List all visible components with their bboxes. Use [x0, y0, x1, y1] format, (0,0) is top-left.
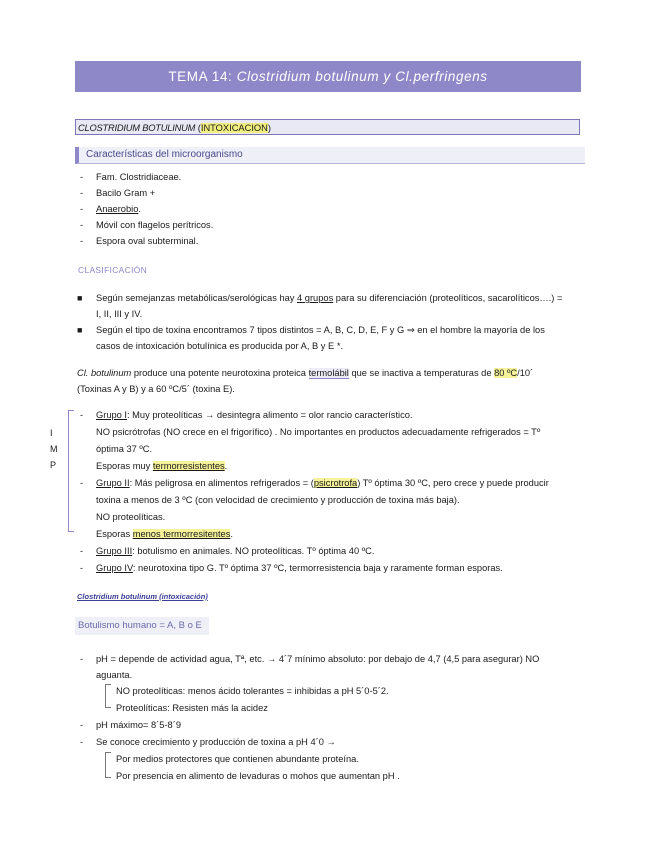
dash-marker: -	[80, 720, 84, 730]
dash-marker: -	[80, 478, 84, 488]
group3-line	[96, 546, 374, 556]
group3-label: Grupo III	[96, 546, 133, 556]
group2-line2: toxina a menos de 3 ºC (con velocidad de crecimiento y producción de toxina más baja).	[96, 495, 460, 505]
bullet-marker: ■	[77, 293, 83, 303]
ph-bracket	[105, 684, 111, 708]
ph-line1: pH = depende de actividad agua, Tª, etc. → 4´7 mínimo absoluto: por debajo de 4,7 (4,5 para asegurar) NO	[96, 654, 540, 664]
section-header-botulinum	[75, 119, 580, 135]
groups-bracket	[68, 410, 74, 532]
group4-line	[96, 563, 503, 573]
ph-sub1: NO proteolíticas: menos ácido tolerantes = inhibidas a pH 5´0-5´2.	[116, 686, 389, 696]
title-prefix: TEMA 14:	[168, 69, 237, 84]
group1-l4b: .	[224, 461, 228, 471]
para-termolabil: termolábil	[308, 368, 349, 378]
bullet1-b: para su diferenciación (proteolíticos, sacarolíticos….) =	[333, 293, 563, 303]
group2-psicrotrofa: psicrotrofa	[313, 478, 358, 488]
char-item: Fam. Clostridiaceae.	[96, 172, 182, 182]
char-item: Móvil con flagelos perítricos.	[96, 220, 214, 230]
group2-l4a: Esporas	[96, 529, 133, 539]
group2-line4	[96, 529, 233, 539]
group4-a: : neurotoxina tipo G. Tº óptima 37 ºC, termorresistencia baja y raramente forman esporas.	[132, 563, 503, 573]
imp-letter: P	[50, 460, 57, 470]
group2-a: : Más peligrosa en alimentos refrigerados = (	[129, 478, 314, 488]
dash-marker: -	[80, 737, 84, 747]
group1-line4	[96, 461, 227, 471]
section-header-italic: CLOSTRIDIUM BOTULINUM	[78, 123, 196, 133]
group1-termorresistentes: termorresistentes	[152, 461, 225, 471]
ph-bracket2	[105, 752, 111, 778]
group1-line1	[96, 410, 413, 420]
bullet1-a: Según semejanzas metabólicas/serológicas hay	[96, 293, 298, 303]
group1-l4a: Esporas muy	[96, 461, 153, 471]
subheader-characteristics: Características del microorganismo	[75, 147, 585, 164]
dash-marker: -	[80, 563, 84, 573]
group3-a: : botulismo en animales. NO proteolíticas. Tº óptima 40 ºC.	[132, 546, 375, 556]
dash-marker: -	[80, 188, 84, 198]
group2-label: Grupo II	[96, 478, 130, 488]
dash-marker: -	[80, 546, 84, 556]
section2-title: Clostridium botulinum (intoxicación)	[77, 592, 208, 601]
group2-line1	[96, 478, 549, 488]
dash-marker: -	[80, 204, 84, 214]
para-line2: (Toxinas A y B) y a 60 ºC/5´ (toxina E).	[77, 384, 235, 394]
para-80c: 80 ºC	[494, 368, 518, 378]
paren-close: )	[267, 123, 271, 133]
group1-label: Grupo I	[96, 410, 128, 420]
para-species: Cl. botulinum	[77, 368, 132, 378]
para-c: /10´	[517, 368, 534, 378]
char-item-anaerobio-text: Anaerobio	[96, 204, 139, 214]
group4-label: Grupo IV	[96, 563, 133, 573]
dash-marker: -	[80, 236, 84, 246]
char-item: Espora oval subterminal.	[96, 236, 199, 246]
ph-sub2: Proteolíticas: Resisten más la acidez	[116, 703, 268, 713]
subheader-botulismo-humano: Botulismo humano = A, B o E	[75, 617, 209, 635]
paren-open: (	[195, 123, 201, 133]
ph-sub4: Por presencia en alimento de levaduras o mohos que aumentan pH .	[116, 771, 400, 781]
group1-line3: óptima 37 ºC.	[96, 444, 153, 454]
dash-marker: -	[80, 654, 84, 664]
bullet2-line2: casos de intoxicación botulínica es producida por A, B y E *.	[96, 341, 344, 351]
bullet2-line1: Según el tipo de toxina encontramos 7 tipos distintos = A, B, C, D, E, F y G ⇒ en el hombre la mayoría de los	[96, 325, 545, 335]
bullet1-line2: I, II, III y IV.	[96, 309, 143, 319]
dash-marker: -	[80, 220, 84, 230]
group2-termorresitentes: menos termorresitentes	[132, 529, 231, 539]
bullet1-line1	[96, 293, 562, 303]
group2-b: ) Tº óptima 30 ºC, pero crece y puede producir	[357, 478, 549, 488]
ph-line2: aguanta.	[96, 670, 133, 680]
char-item-anaerobio: Anaerobio.	[96, 204, 141, 214]
group2-l4b: .	[230, 529, 233, 539]
ph-max: pH máximo= 8´5-8´9	[96, 720, 181, 730]
dash-marker: -	[80, 172, 84, 182]
para-b: que se inactiva a temperaturas de	[348, 368, 495, 378]
group1-a: : Muy proteolíticas → desintegra alimento = olor rancio característico.	[127, 410, 413, 420]
page-title	[75, 61, 581, 92]
dash-marker: -	[80, 410, 84, 420]
bullet1-groups: 4 grupos	[297, 293, 334, 303]
section-header-highlight: INTOXICACION	[200, 123, 268, 133]
para-line1	[77, 368, 533, 378]
imp-letter: I	[50, 428, 53, 438]
clasificacion-label: CLASIFICACIÓN	[78, 265, 148, 275]
group1-line2: NO psicrótrofas (NO crece en el frigorífico) . No importantes en productos adecuadamente refrigerados = Tº	[96, 427, 541, 437]
para-a: produce una potente neurotoxina proteica	[131, 368, 309, 378]
imp-letter: M	[50, 444, 58, 454]
group2-line3: NO proteolíticas.	[96, 512, 166, 522]
title-species: Clostridium botulinum y Cl.perfringens	[236, 69, 488, 84]
bullet-marker: ■	[77, 325, 83, 335]
char-item: Bacilo Gram +	[96, 188, 156, 198]
ph-line3: Se conoce crecimiento y producción de toxina a pH 4´0 →	[96, 737, 336, 747]
ph-sub3: Por medios protectores que contienen abundante proteína.	[116, 754, 359, 764]
